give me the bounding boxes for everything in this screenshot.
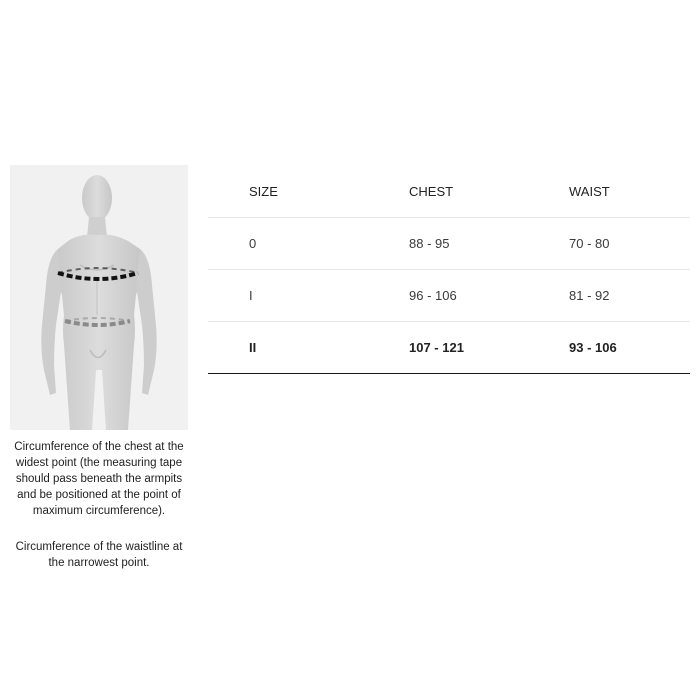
cell-size: 0 bbox=[208, 218, 368, 270]
mannequin-torso bbox=[57, 235, 142, 430]
header-chest: CHEST bbox=[368, 165, 528, 218]
table-row bbox=[208, 270, 690, 322]
mannequin-neck bbox=[87, 217, 107, 237]
mannequin-illustration bbox=[10, 165, 188, 430]
header-size: SIZE bbox=[208, 165, 368, 218]
mannequin-right-arm bbox=[136, 249, 157, 395]
cell-size: II bbox=[208, 322, 368, 374]
mannequin-left-arm bbox=[41, 249, 62, 395]
table-row bbox=[208, 218, 690, 270]
mannequin-head bbox=[82, 175, 112, 221]
cell-size: I bbox=[208, 270, 368, 322]
table-header-row bbox=[208, 165, 690, 218]
waist-caption: Circumference of the waistline at the narrowest point. bbox=[15, 541, 183, 569]
table-row bbox=[208, 322, 690, 374]
chest-caption: Circumference of the chest at the widest point (the measuring tape should pass beneath the armpits and be positioned at the point of maximum circumference). bbox=[14, 441, 184, 517]
cell-chest: 107 - 121 bbox=[368, 322, 528, 374]
header-waist: WAIST bbox=[528, 165, 690, 218]
cell-chest: 88 - 95 bbox=[368, 218, 528, 270]
mannequin-figure bbox=[10, 165, 188, 430]
cell-waist: 81 - 92 bbox=[528, 270, 690, 322]
cell-waist: 93 - 106 bbox=[528, 322, 690, 374]
cell-chest: 96 - 106 bbox=[368, 270, 528, 322]
size-table bbox=[208, 165, 690, 374]
cell-waist: 70 - 80 bbox=[528, 218, 690, 270]
